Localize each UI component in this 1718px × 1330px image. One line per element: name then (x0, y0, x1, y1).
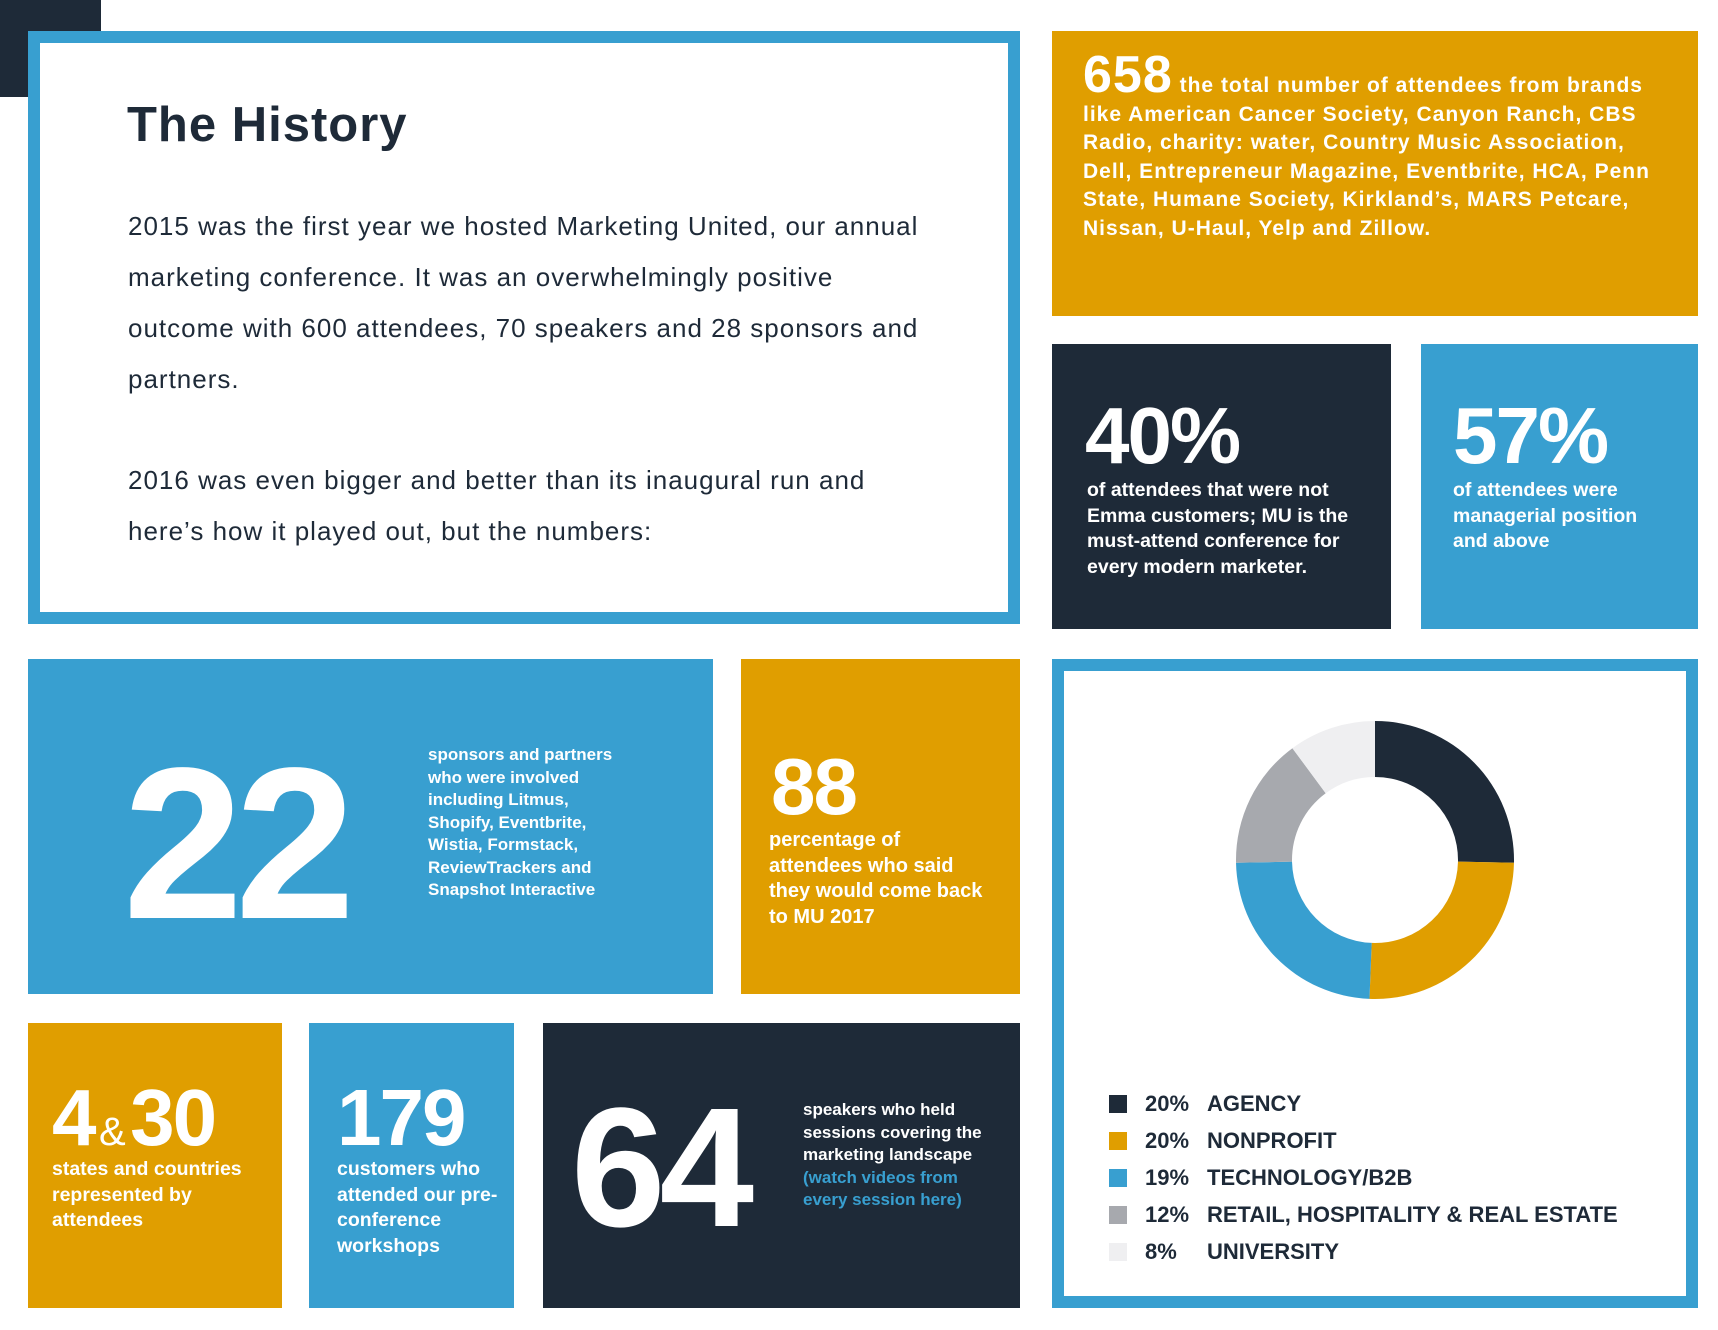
states-number-a: 4 (52, 1073, 95, 1162)
customers-text: customers who attended our pre-conference workshops (337, 1158, 498, 1257)
legend-label: NONPROFIT (1207, 1127, 1337, 1153)
states-text: states and countries represented by attendees (52, 1158, 242, 1231)
legend-item (1109, 1085, 1618, 1122)
sponsors-number: 22 (123, 722, 348, 964)
legend-swatch (1109, 1243, 1127, 1261)
legend-label: AGENCY (1207, 1090, 1302, 1116)
chart-legend (1109, 1085, 1618, 1270)
non-customers-number: 40% (1085, 391, 1240, 480)
sponsors-text: sponsors and partners who were involved including Litmus, Shopify, Eventbrite, Wistia, Formstack, ReviewTrackers and Snapshot Interactive (428, 745, 613, 899)
history-box (28, 31, 1020, 624)
attendees-number: 658 (1083, 46, 1173, 104)
legend-percent: 20% (1145, 1127, 1190, 1153)
attendees-card (1052, 31, 1698, 316)
donut-slice-agency (1375, 721, 1514, 863)
donut-slice-technology-b2b (1236, 862, 1372, 999)
legend-percent: 12% (1145, 1201, 1190, 1227)
legend-item (1109, 1159, 1618, 1196)
history-title: The History (127, 98, 408, 152)
sponsors-card (28, 659, 713, 994)
states-card (28, 1023, 282, 1308)
states-amp: & (98, 1110, 126, 1154)
managerial-number: 57% (1453, 391, 1608, 480)
non-customers-card (1052, 344, 1391, 629)
chart-box (1052, 659, 1698, 1308)
come-back-number: 88 (771, 742, 856, 831)
managerial-card (1421, 344, 1698, 629)
watch-videos-link[interactable]: (watch videos from every session here) (803, 1167, 962, 1209)
customers-card (309, 1023, 514, 1308)
come-back-text: percentage of attendees who said they would come back to MU 2017 (769, 829, 983, 928)
legend-label: TECHNOLOGY/B2B (1207, 1164, 1413, 1190)
customers-number: 179 (337, 1073, 465, 1162)
legend-label: RETAIL, HOSPITALITY & REAL ESTATE (1207, 1201, 1618, 1227)
history-paragraph-2: 2016 was even bigger and better than its inaugural run and here’s how it played out, but the numbers: (128, 465, 866, 546)
legend-swatch (1109, 1095, 1127, 1113)
non-customers-text: of attendees that were not Emma customers; MU is the must-attend conference for every modern marketer. (1087, 479, 1349, 578)
legend-swatch (1109, 1132, 1127, 1150)
attendees-text: the total number of attendees from brands like American Cancer Society, Canyon Ranch, CBS Radio, charity: water, Country Music Association, Dell, Entrepreneur Magazine, Eventbrite, HCA, Penn State, Humane Society, Kirkland’s, MARS Petcare, Nissan, U-Haul, Yelp and Zillow. (1083, 74, 1650, 240)
legend-item (1109, 1196, 1618, 1233)
states-number-b: 30 (130, 1073, 216, 1162)
history-paragraph-1: 2015 was the first year we hosted Marketing United, our annual marketing conference. It was an overwhelmingly positive outcome with 600 attendees, 70 speakers and 28 sponsors and partners. (128, 211, 919, 394)
come-back-card (741, 659, 1020, 994)
legend-label: UNIVERSITY (1207, 1238, 1340, 1264)
donut-slice-nonprofit (1369, 862, 1513, 999)
legend-swatch (1109, 1169, 1127, 1187)
speakers-number: 64 (571, 1073, 749, 1263)
legend-swatch (1109, 1206, 1127, 1224)
legend-percent: 19% (1145, 1164, 1190, 1190)
legend-percent: 20% (1145, 1090, 1190, 1116)
managerial-text: of attendees were managerial position and above (1453, 479, 1638, 552)
speakers-text: speakers who held sessions covering the marketing landscape (803, 1100, 982, 1164)
legend-item (1109, 1233, 1618, 1270)
legend-percent: 8% (1145, 1238, 1177, 1264)
legend-item (1109, 1122, 1618, 1159)
speakers-card (543, 1023, 1020, 1308)
